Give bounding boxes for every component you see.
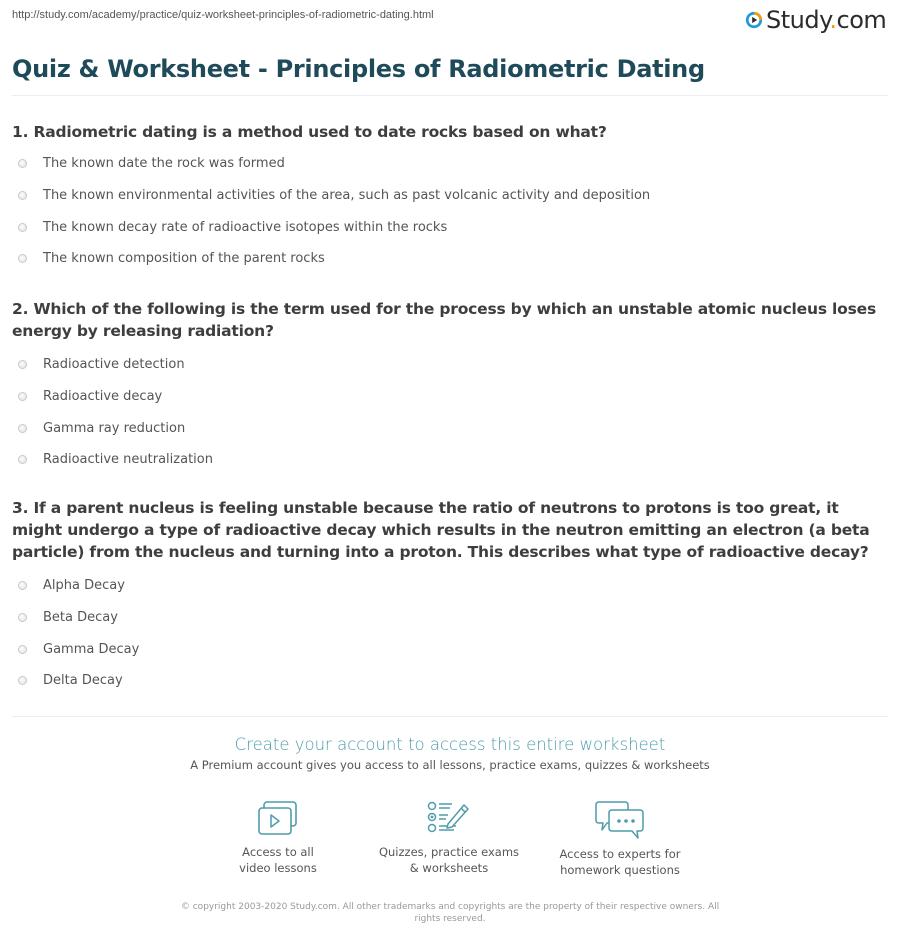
feature-label-line2: & worksheets [409,861,489,875]
radio-button[interactable] [18,392,27,401]
answer-list [12,148,890,275]
title-divider [12,95,888,96]
answer-option[interactable] [12,180,890,212]
question-3 [12,497,890,697]
answer-option[interactable] [12,148,890,180]
study-com-logo[interactable] [745,6,886,34]
feature-label-line1: Access to all [242,845,314,859]
question-2 [12,298,890,476]
logo-text-main: Study [766,6,830,34]
radio-button[interactable] [18,254,27,263]
feature-label-line2: video lessons [239,861,317,875]
answer-label: Gamma ray reduction [43,420,186,436]
logo-text [766,6,886,34]
answer-label: The known composition of the parent rocks [43,251,325,267]
chat-bubbles-icon [595,800,645,840]
feature-label [359,844,539,876]
quiz-checklist-icon [426,800,472,838]
answer-option[interactable] [12,349,890,381]
answer-label: The known decay rate of radioactive isotopes within the rocks [43,219,448,235]
feature-label-line1: Quizzes, practice exams [378,845,520,859]
answer-option[interactable] [12,243,890,275]
feature-video-lessons [188,800,368,876]
answer-label: Beta Decay [43,610,118,626]
copyright-notice: © copyright 2003-2020 Study.com. All other trademarks and copyrights are the property of their respective owners. All rights reserved. [180,902,720,924]
radio-button[interactable] [18,613,27,622]
logo-text-dot: . [829,6,837,34]
answer-label: Radioactive detection [43,357,185,373]
cta-subtitle: A Premium account gives you access to all lessons, practice exams, quizzes & worksheets [190,758,710,772]
answer-label: The known environmental activities of the area, such as past volcanic activity and deposition [43,188,651,204]
answer-option[interactable] [12,633,890,665]
top-bar [0,0,900,40]
question-text: 1. Radiometric dating is a method used to date rocks based on what? [12,123,607,141]
radio-button[interactable] [18,360,27,369]
page-url: http://study.com/academy/practice/quiz-worksheet-principles-of-radiometric-dating.html [12,9,434,21]
question-text: 3. If a parent nucleus is feeling unstable because the ratio of neutrons to protons is too great, it might undergo a type of radioactive decay which results in the neutron emitting an electron (a beta particle) from the nucleus and turning into a proton. This describes what type of radioactive decay? [12,499,870,561]
radio-button[interactable] [18,645,27,654]
answer-option[interactable] [12,602,890,634]
play-circle-logo-icon [745,11,763,29]
radio-button[interactable] [18,191,27,200]
radio-button[interactable] [18,455,27,464]
answer-option[interactable] [12,211,890,243]
radio-button[interactable] [18,676,27,685]
answer-list [12,349,890,476]
radio-button[interactable] [18,581,27,590]
cta-title[interactable]: Create your account to access this entire worksheet [234,735,666,754]
answer-label: The known date the rock was formed [43,156,285,172]
feature-label-line1: Access to experts for [559,847,681,861]
answer-label: Radioactive decay [43,389,163,405]
answer-label: Radioactive neutralization [43,452,213,468]
answer-option[interactable] [12,412,890,444]
logo-text-tld: com [836,6,887,34]
feature-quizzes [359,800,539,876]
page-title: Quiz & Worksheet - Principles of Radiometric Dating [12,55,705,83]
answer-option[interactable] [12,665,890,697]
section-divider [12,716,888,717]
radio-button[interactable] [18,223,27,232]
radio-button[interactable] [18,424,27,433]
radio-button[interactable] [18,159,27,168]
question-text: 2. Which of the following is the term used for the process by which an unstable atomic nucleus loses energy by releasing radiation? [12,300,876,340]
video-lessons-icon [256,800,300,838]
answer-label: Delta Decay [43,673,123,689]
feature-label [530,846,710,878]
feature-label-line2: homework questions [560,863,680,877]
feature-experts [530,800,710,878]
answer-option[interactable] [12,444,890,476]
answer-label: Gamma Decay [43,641,140,657]
feature-label [188,844,368,876]
answer-option[interactable] [12,381,890,413]
question-1 [12,121,890,275]
answer-label: Alpha Decay [43,578,125,594]
answer-option[interactable] [12,570,890,602]
answer-list [12,570,890,697]
